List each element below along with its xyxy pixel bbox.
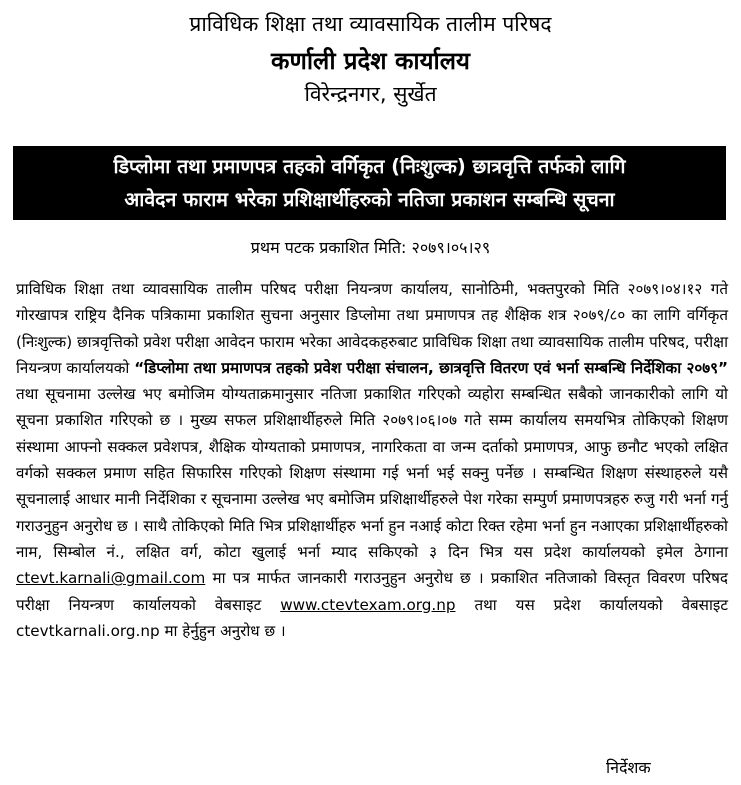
notice-title-banner [13,146,726,220]
body-text-1: प्राविधिक शिक्षा तथा व्यावसायिक तालीम परिषद परीक्षा नियन्त्रण कार्यालय, सानोठिमी, भक्तपुरको मिति २०७९।०४।१२ गते गोरखापत्र राष्ट्रिय दैनिक पत्रिकामा प्रकाशित सुचना अनुसार डिप्लोमा तथा प्रमाणपत्र तह शैक्षिक शत्र २०७९/८० का लागि वर्गिकृत (निःशुल्क) छात्रवृत्तिको प्रवेश परीक्षा आवेदन फाराम भरेका आवेदकहरुबाट प्राविधिक शिक्षा तथा व्यावसायिक तालीम परिषद, परीक्षा नियन्त्रण कार्यालयको [16,280,728,377]
notice-title-line-2: आवेदन फाराम भरेका प्रशिक्षार्थीहरुको नतिजा प्रकाशन सम्बन्धि सूचना [124,188,615,211]
notice-body [16,276,728,644]
guideline-title: “डिप्लोमा तथा प्रमाणपत्र तहको प्रवेश परीक्षा संचालन, छात्रवृत्ति वितरण एवं भर्ना सम्बन्धि निर्देशिका २०७९” [134,358,729,377]
exam-website-link[interactable]: www.ctevtexam.org.np [280,595,456,614]
organization-name: प्राविधिक शिक्षा तथा व्यावसायिक तालीम परिषद [189,12,552,36]
signature-title: निर्देशक [606,758,651,777]
email-link[interactable]: ctevt.karnali@gmail.com [16,569,206,588]
office-location: विरेन्द्रनगर, सुर्खेत [304,82,437,106]
body-text-4: तथा यस प्रदेश कार्यालयको वेबसाइट [474,595,728,614]
body-text-3: मा पत्र मार्फत जानकारी गराउनुहुन अनुरोध छ । प्रकाशित नतिजाको विस्तृत विवरण परिषद परीक्षा नियन्त्रण कार्यालयको वेबसाइट [16,569,728,614]
province-website: ctevtkarnali.org.np [16,621,160,640]
publish-date: प्रथम पटक प्रकाशित मिति: २०७९।०५।२९ [250,238,491,257]
notice-title-line-1: डिप्लोमा तथा प्रमाणपत्र तहको वर्गिकृत (निःशुल्क) छात्रवृत्ति तर्फको लागि [113,155,626,178]
office-name: कर्णाली प्रदेश कार्यालय [271,47,470,75]
body-text-5: मा हेर्नुहुन अनुरोध छ । [164,621,286,640]
body-text-2: तथा सूचनामा उल्लेख भए बमोजिम योग्यताक्रमानुसार नतिजा प्रकाशित गरिएको व्यहोरा सम्बन्धित सबैको जानकारीको लागि यो सूचना प्रकाशित गरिएको छ । मुख्य सफल प्रशिक्षार्थीहरुले मिति २०७९।०६।०७ गते सम्म कार्यालय समयभित्र तोकिएको शिक्षण संस्थामा आफ्नो सक्कल प्रवेशपत्र, शैक्षिक योग्यताको प्रमाणपत्र, नागरिकता वा जन्म दर्ताको प्रमाणपत्र, आफु छनौट भएको लक्षित वर्गको सक्कल प्रमाण सहित सिफारिस गरिएको शिक्षण संस्थामा गई भर्ना भई सक्नु पर्नेछ । सम्बन्धित शिक्षण संस्थाहरुले यसै सूचनालाई आधार मानी निर्देशिका र सूचनामा उल्लेख भए बमोजिम प्रशिक्षार्थीहरुले पेश गरेका सम्पुर्ण प्रमाणपत्रहरु रुजु गरी भर्ना गर्नु गराउनुहुन अनुरोध छ । साथै तोकिएको मिति भित्र प्रशिक्षार्थीहरु भर्ना हुन नआई कोटा रिक्त रहेमा भर्ना हुन नआएका प्रशिक्षार्थीहरुको नाम, सिम्बोल नं., लक्षित वर्ग, कोटा खुलाई भर्ना म्याद सकिएको ३ दिन भित्र यस प्रदेश कार्यालयको इमेल ठेगाना [16,385,728,561]
